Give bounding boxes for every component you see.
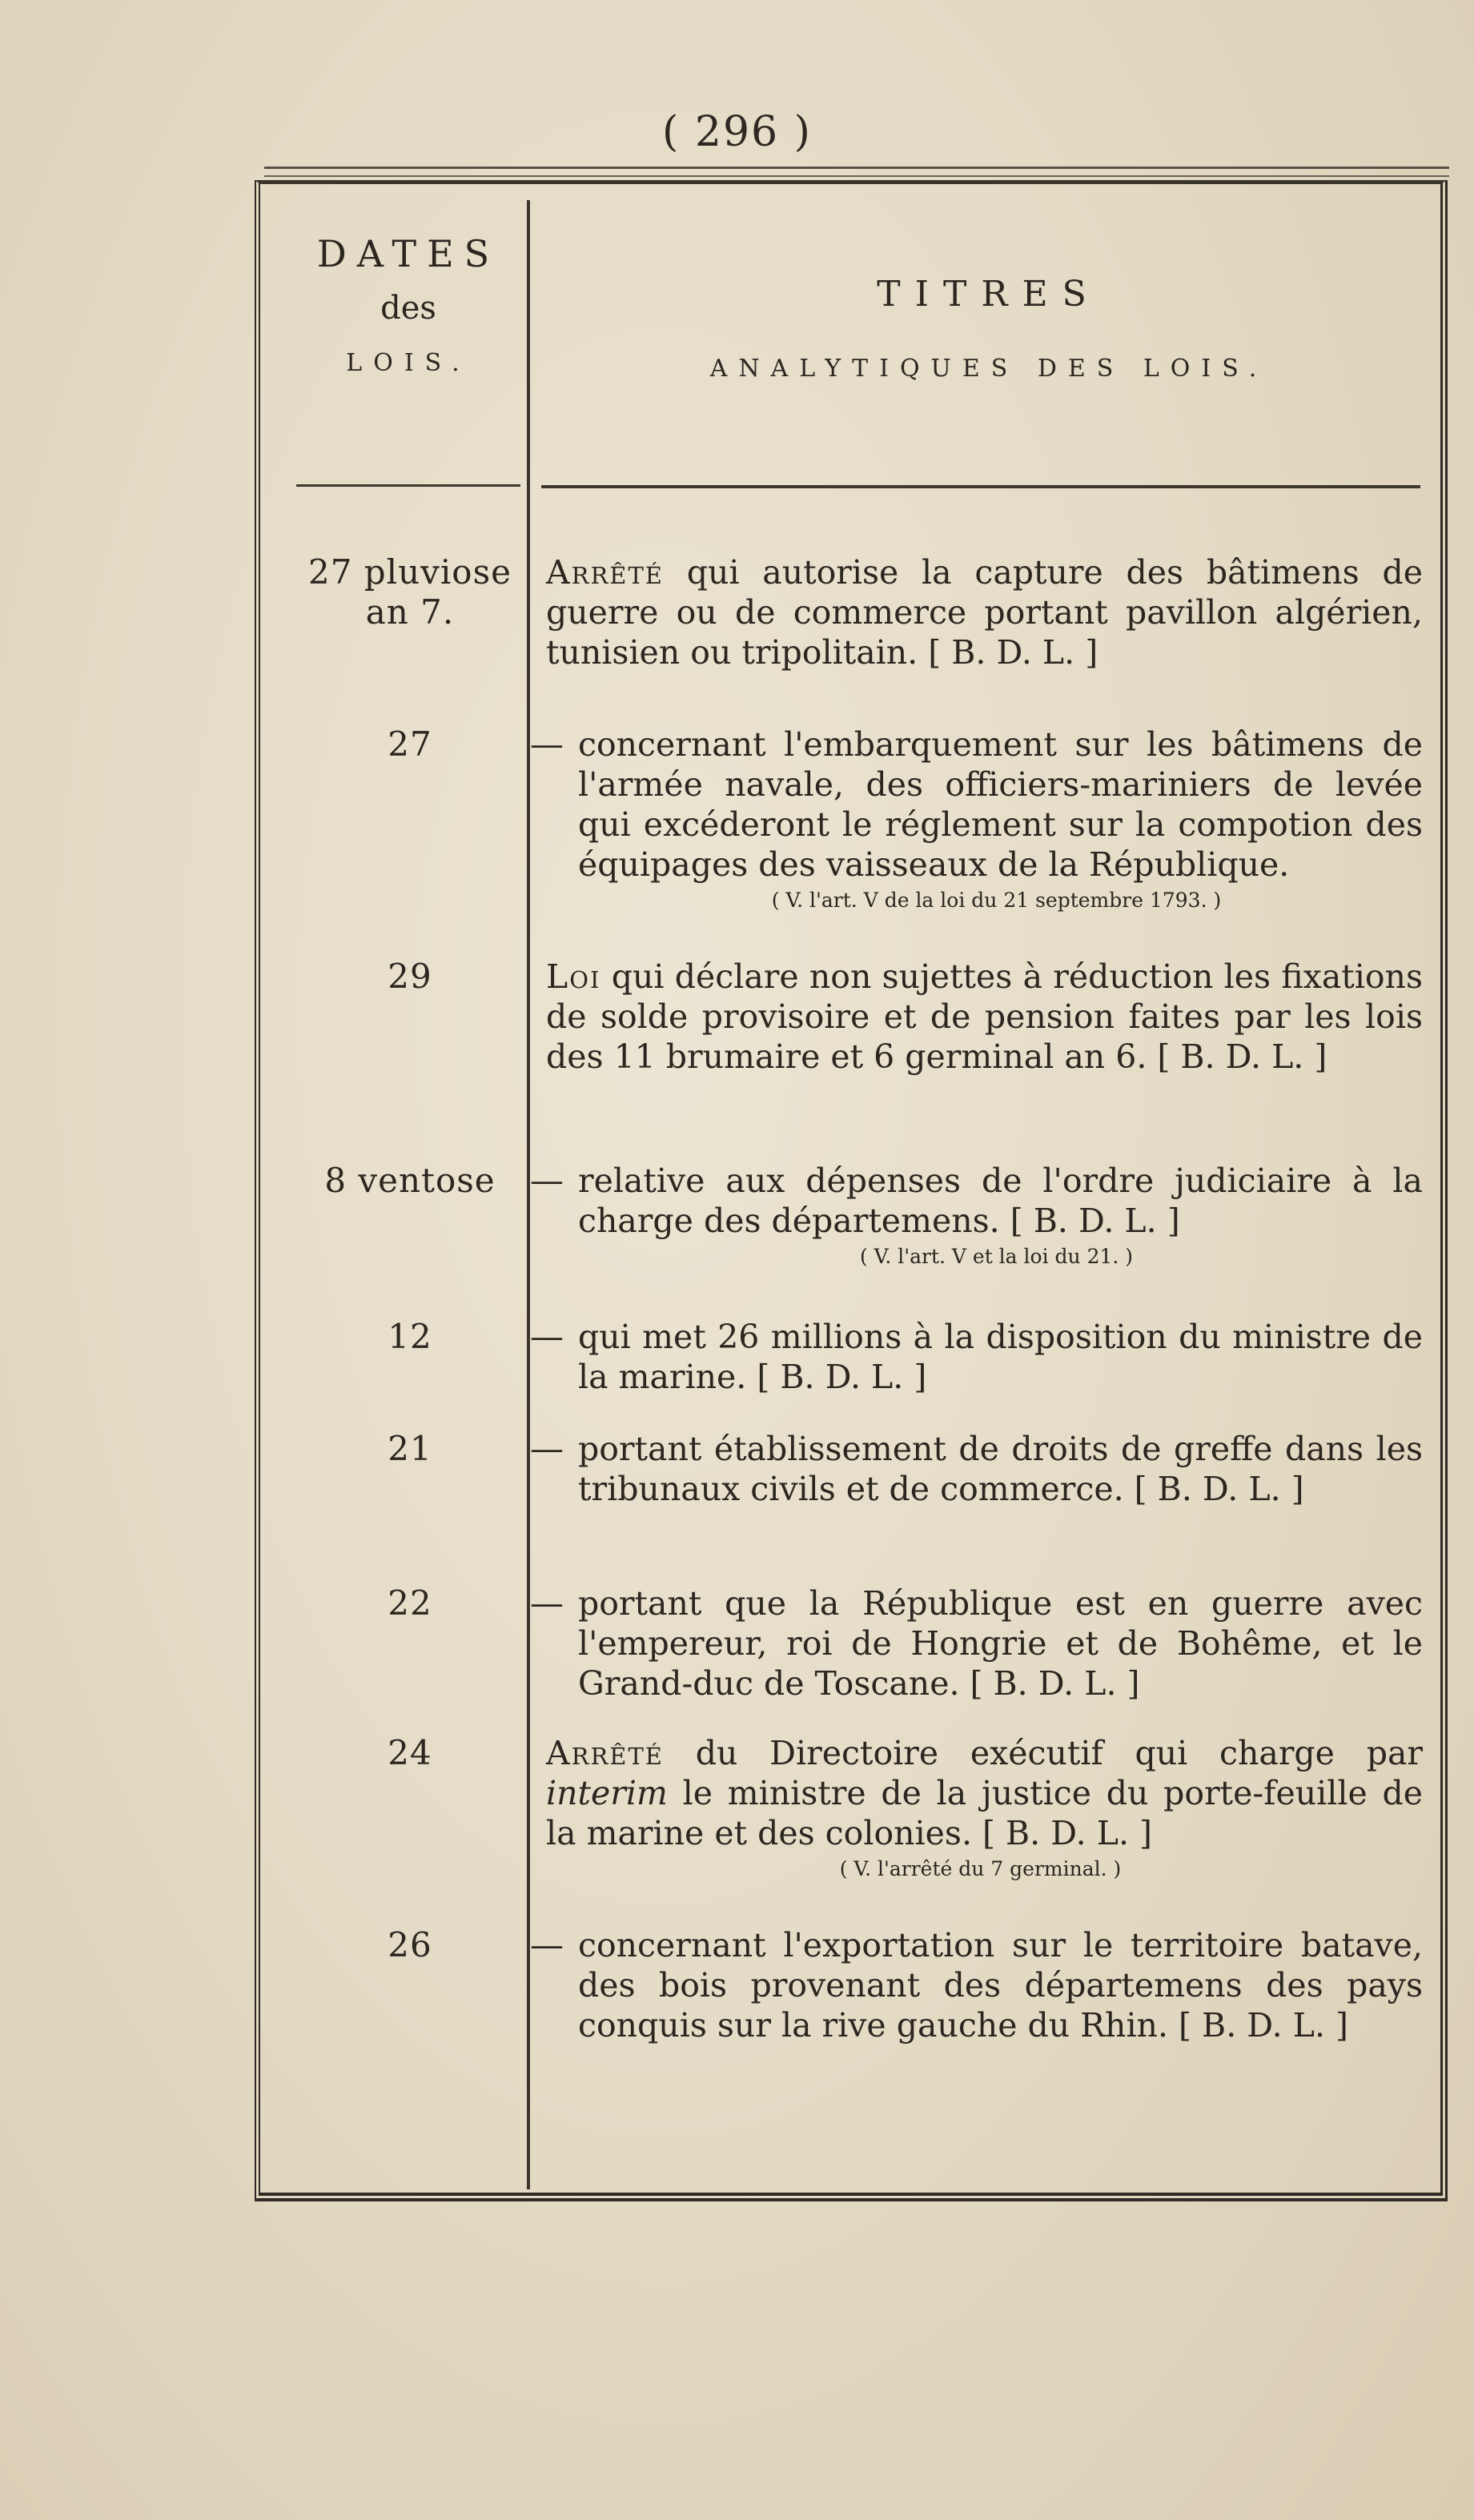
entry-text: le ministre de la justice du porte-feuille de la marine et des colonies. [ B. D. L. ]: [546, 1774, 1423, 1852]
entry-title: [546, 1733, 1423, 1885]
entry-lead: Arrêté: [546, 1734, 664, 1772]
date-line: 21: [388, 1429, 432, 1468]
entry-date: [298, 1925, 522, 1965]
date-line: 12: [388, 1317, 432, 1356]
entry-title: [546, 552, 1423, 672]
date-line: 27: [388, 724, 432, 764]
header-rule-right: [541, 485, 1420, 488]
dates-header-line1: DATES: [316, 232, 500, 275]
entry-date: [298, 1583, 522, 1623]
entry-date: [298, 1317, 522, 1357]
entry-text: qui déclare non sujettes à réduction les fixations de solde provisoire et de pension faites par les lois des 11 brumaire et 6 germinal an 6. [ B. D. L. ]: [546, 957, 1423, 1076]
entry-text-italic: interim: [546, 1774, 668, 1812]
entry-date: [298, 1429, 522, 1469]
entry-text: qui autorise la capture des bâtimens de guerre ou de commerce portant pavillon algérien, tunisien ou tripolitain. [ B. D. L. ]: [546, 553, 1423, 672]
date-line: 22: [388, 1583, 432, 1623]
entry-dash: —: [530, 724, 564, 764]
dates-column-header: [288, 232, 528, 377]
entry-text: portant établissement de droits de greffe dans les tribunaux civils et de commerce. [ B. D. L. ]: [578, 1430, 1423, 1508]
entry-note: ( V. l'art. V de la loi du 21 septembre 1793. ): [771, 889, 1222, 912]
entry-title: [578, 1583, 1423, 1703]
top-rule: [264, 167, 1449, 177]
titles-header-line2: ANALYTIQUES DES LOIS.: [709, 355, 1268, 383]
date-line: 27 pluviose: [307, 552, 512, 592]
entry-text: qui met 26 millions à la disposition du ministre de la marine. [ B. D. L. ]: [578, 1318, 1423, 1396]
entry-dash: —: [530, 1429, 564, 1468]
date-line: an 7.: [365, 592, 455, 632]
entry-title: [578, 1317, 1423, 1397]
titles-header-line1: TITRES: [877, 274, 1101, 315]
entry-title: [578, 1925, 1423, 2045]
page-number: ( 296 ): [662, 108, 812, 156]
titles-column-header: [544, 274, 1433, 383]
date-line: 8 ventose: [324, 1161, 496, 1200]
entry-title: [578, 724, 1423, 917]
entry-dash: —: [530, 1317, 564, 1356]
entry-date: [298, 957, 522, 997]
entry-text: portant que la République est en guerre avec l'empereur, roi de Hongrie et de Bohême, et le Grand-duc de Toscane. [ B. D. L. ]: [578, 1584, 1423, 1703]
entry-note: ( V. l'art. V et la loi du 21. ): [859, 1245, 1134, 1268]
entry-date: [298, 552, 522, 632]
entry-text-pre: du Directoire exécutif qui charge par: [695, 1734, 1423, 1772]
entry-note: ( V. l'arrêté du 7 germinal. ): [839, 1857, 1122, 1880]
entry-text: relative aux dépenses de l'ordre judiciaire à la charge des départemens. [ B. D. L. ]: [578, 1162, 1423, 1240]
entry-date: [298, 1161, 522, 1201]
entry-text: concernant l'exportation sur le territoire batave, des bois provenant des départemens des pays conquis sur la rive gauche du Rhin. [ B. D. L. ]: [578, 1926, 1423, 2044]
entry-date: [298, 1733, 522, 1773]
dates-header-line3: LOIS.: [346, 349, 471, 377]
date-line: 24: [388, 1733, 432, 1772]
header-rule-left: [296, 484, 520, 487]
entry-date: [298, 724, 522, 764]
entry-title: [578, 1161, 1423, 1273]
entry-dash: —: [530, 1583, 564, 1623]
entry-lead: Loi: [546, 957, 601, 996]
entry-title: [546, 957, 1423, 1077]
date-line: 26: [388, 1925, 432, 1964]
date-line: 29: [388, 957, 432, 996]
entry-dash: —: [530, 1161, 564, 1200]
entry-text: concernant l'embarquement sur les bâtimens de l'armée navale, des officiers-mariniers de levée qui excéderont le réglement sur la compotion des équipages des vaisseaux de la République.: [578, 725, 1423, 884]
dates-header-line2: des: [380, 290, 436, 327]
entry-dash: —: [530, 1925, 564, 1964]
entry-title: [578, 1429, 1423, 1509]
entry-lead: Arrêté: [546, 553, 664, 592]
